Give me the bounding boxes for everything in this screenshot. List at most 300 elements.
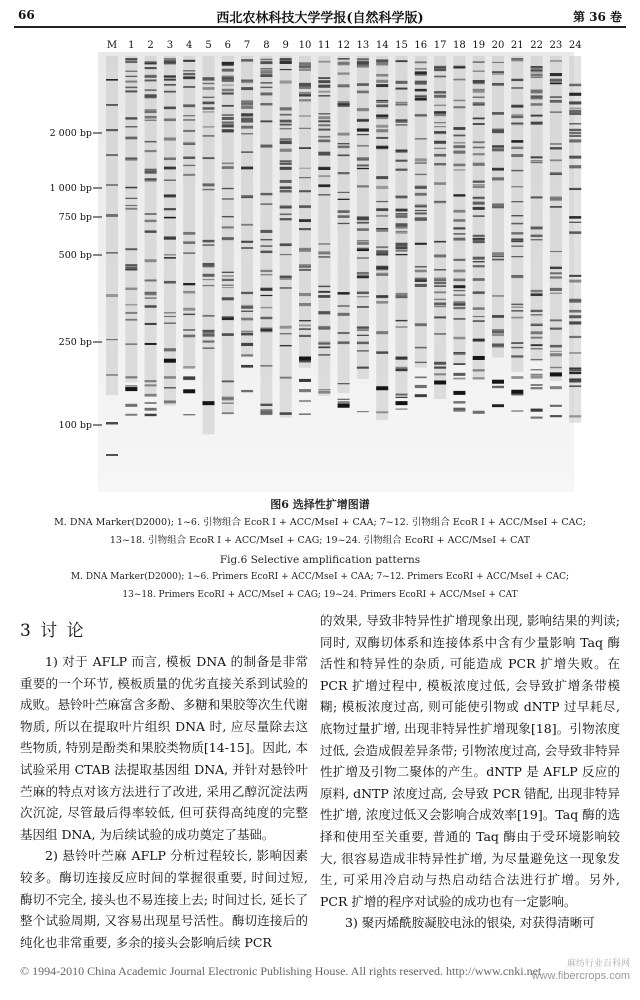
gel-band — [492, 334, 504, 337]
gel-band — [453, 79, 465, 81]
gel-band — [280, 120, 292, 123]
gel-band — [415, 266, 427, 267]
gel-band — [357, 296, 369, 297]
gel-band — [260, 193, 272, 195]
gel-band — [453, 409, 465, 411]
gel-band — [357, 119, 369, 120]
gel-band — [203, 279, 215, 280]
gel-band — [511, 170, 523, 172]
gel-band — [222, 122, 234, 124]
gel-band — [241, 151, 253, 152]
gel-band — [569, 102, 581, 104]
gel-band — [453, 352, 465, 353]
gel-band — [357, 145, 369, 147]
gel-band — [280, 243, 292, 246]
gel-band — [376, 146, 388, 148]
gel-band — [106, 374, 118, 376]
gel-band — [415, 98, 427, 101]
figure-caption-cn-line1: M. DNA Marker(D2000); 1~6. 引物组合 EcoR Ⅰ + ACC/MseⅠ + CAA; 7~12. 引物组合 EcoR Ⅰ + ACC/MseⅠ + CAC; — [54, 517, 586, 528]
gel-band — [434, 148, 446, 149]
gel-band — [299, 168, 311, 169]
gel-band — [569, 135, 581, 137]
gel-band — [260, 251, 272, 253]
gel-band — [376, 246, 388, 248]
gel-band — [511, 58, 523, 59]
gel-band — [396, 88, 408, 90]
gel-band — [550, 197, 562, 200]
gel-band — [241, 333, 253, 336]
gel-band — [569, 275, 581, 276]
gel-band-strong — [338, 404, 350, 408]
gel-band — [453, 164, 465, 167]
gel-band — [415, 68, 427, 69]
gel-band — [550, 96, 562, 98]
gel-band — [396, 119, 408, 120]
gel-band — [434, 316, 446, 318]
gel-band — [299, 62, 311, 65]
gel-band — [183, 70, 195, 71]
gel-band — [550, 174, 562, 175]
gel-band — [492, 256, 504, 258]
gel-band — [434, 282, 446, 285]
gel-band — [338, 399, 350, 400]
gel-band — [434, 111, 446, 113]
gel-band — [145, 408, 157, 411]
gel-band — [260, 239, 272, 240]
gel-band — [145, 384, 157, 386]
gel-band — [434, 141, 446, 144]
gel-band — [453, 135, 465, 137]
gel-band — [453, 100, 465, 101]
gel-band — [531, 290, 543, 293]
gel-band — [531, 74, 543, 76]
gel-band — [473, 257, 485, 260]
gel-band — [164, 180, 176, 181]
gel-band — [222, 85, 234, 86]
gel-band — [415, 385, 427, 388]
gel-band — [125, 61, 137, 63]
gel-band — [106, 154, 118, 156]
gel-band — [569, 165, 581, 168]
gel-band — [415, 89, 427, 92]
gel-band — [299, 328, 311, 330]
gel-band — [125, 264, 137, 266]
gel-band — [318, 175, 330, 177]
gel-band — [357, 329, 369, 331]
gel-band — [145, 77, 157, 78]
gel-band — [260, 317, 272, 319]
size-marker-label: 750 bp — [58, 212, 92, 223]
gel-band — [550, 101, 562, 103]
gel-band — [473, 320, 485, 321]
gel-band — [511, 304, 523, 306]
gel-band — [492, 203, 504, 205]
gel-band — [415, 61, 427, 63]
paragraph: 2) 悬铃叶苎麻 AFLP 分析过程较长, 影响因素较多。酶切连接反应时间的掌握很重要, 时间过短, 酶切不完全, 接头也不易连接上去; 时间过长, 延长了整个试验周期, 又容易出现星号活性。酶切连接后的纯化也非常重要, 多余的接头会影响后续 PCR — [20, 848, 308, 950]
gel-band — [164, 312, 176, 313]
gel-band — [396, 254, 408, 255]
gel-band — [183, 335, 195, 338]
gel-band — [550, 353, 562, 356]
gel-band — [569, 336, 581, 338]
gel-band — [492, 83, 504, 86]
gel-band — [145, 323, 157, 325]
gel-band — [569, 222, 581, 223]
gel-band — [396, 397, 408, 398]
gel-band — [106, 294, 118, 297]
gel-band — [511, 223, 523, 225]
gel-band — [203, 315, 215, 317]
gel-band — [569, 108, 581, 109]
gel-band — [280, 186, 292, 188]
gel-band — [203, 102, 215, 105]
gel-band — [299, 266, 311, 268]
gel-band — [280, 163, 292, 165]
gel-band — [299, 379, 311, 382]
gel-band — [125, 90, 137, 92]
gel-band — [531, 226, 543, 228]
gel-band — [569, 188, 581, 190]
gel-band — [531, 103, 543, 105]
gel-band — [415, 193, 427, 196]
gel-band — [357, 326, 369, 328]
gel-band — [145, 220, 157, 222]
gel-band — [280, 207, 292, 208]
gel-band — [376, 250, 388, 253]
gel-band — [318, 61, 330, 63]
gel-band — [164, 217, 176, 219]
gel-band — [376, 176, 388, 179]
gel-band — [318, 85, 330, 88]
gel-band — [280, 377, 292, 379]
lane-label: 13 — [356, 40, 370, 51]
lane-label: 7 — [243, 40, 251, 51]
lane-smear — [511, 56, 523, 372]
gel-band — [531, 156, 543, 158]
gel-band — [183, 232, 195, 235]
lane-label: 16 — [414, 40, 428, 51]
gel-band — [492, 346, 504, 347]
gel-band — [396, 209, 408, 211]
gel-band — [241, 354, 253, 356]
gel-band — [453, 303, 465, 305]
lane-label: 20 — [491, 40, 505, 51]
gel-band — [260, 203, 272, 204]
gel-band — [145, 109, 157, 110]
gel-band — [473, 123, 485, 125]
gel-band — [280, 278, 292, 280]
gel-band — [203, 334, 215, 337]
gel-band — [338, 146, 350, 149]
gel-band — [183, 283, 195, 284]
gel-band — [222, 275, 234, 276]
gel-band — [511, 347, 523, 348]
lane-label: 3 — [166, 40, 174, 51]
gel-band — [203, 183, 215, 186]
gel-band — [453, 145, 465, 148]
gel-band — [376, 74, 388, 77]
gel-band — [473, 89, 485, 92]
gel-band — [473, 153, 485, 155]
gel-band — [280, 167, 292, 170]
gel-band — [203, 135, 215, 136]
gel-band — [318, 295, 330, 297]
lane-smear — [183, 56, 195, 367]
gel-band — [338, 293, 350, 294]
gel-band — [492, 329, 504, 331]
gel-band — [145, 402, 157, 404]
gel-band — [145, 230, 157, 232]
gel-band — [299, 335, 311, 337]
lane-smear — [125, 56, 137, 382]
size-marker-label: 1 000 bp — [49, 183, 92, 194]
gel-band — [260, 72, 272, 73]
gel-band — [473, 147, 485, 149]
gel-band — [357, 91, 369, 94]
gel-band — [473, 278, 485, 281]
gel-band — [125, 87, 137, 89]
gel-band — [125, 248, 137, 250]
gel-band — [318, 291, 330, 293]
gel-band-strong — [453, 391, 465, 395]
gel-band — [338, 172, 350, 174]
gel-image — [30, 34, 610, 496]
gel-band-strong — [376, 386, 388, 390]
gel-band — [569, 369, 581, 371]
gel-band — [569, 315, 581, 318]
gel-band — [280, 107, 292, 110]
gel-band — [415, 362, 427, 363]
gel-band — [222, 297, 234, 300]
gel-band — [280, 190, 292, 193]
gel-band — [357, 120, 369, 122]
gel-band — [338, 305, 350, 307]
gel-band — [241, 87, 253, 90]
gel-band — [299, 400, 311, 402]
gel-band — [357, 242, 369, 245]
gel-band — [396, 243, 408, 246]
gel-band — [164, 157, 176, 160]
gel-band — [164, 387, 176, 389]
gel-band — [434, 299, 446, 300]
gel-band — [434, 76, 446, 78]
page-footer — [0, 952, 640, 1000]
gel-band — [338, 223, 350, 224]
gel-band — [299, 303, 311, 306]
gel-band — [145, 116, 157, 119]
gel-band — [222, 272, 234, 273]
gel-band — [434, 362, 446, 365]
gel-band — [183, 60, 195, 61]
gel-band — [260, 365, 272, 366]
gel-band — [183, 77, 195, 79]
gel-band — [125, 187, 137, 189]
gel-band — [531, 67, 543, 68]
lane-label: 19 — [472, 40, 486, 51]
gel-band-strong — [511, 390, 523, 394]
gel-band — [164, 322, 176, 324]
gel-band — [125, 404, 137, 407]
gel-band — [280, 114, 292, 116]
gel-band — [241, 292, 253, 294]
gel-band — [357, 134, 369, 135]
gel-band — [164, 84, 176, 86]
gel-band — [396, 124, 408, 125]
gel-band — [473, 197, 485, 199]
gel-band — [222, 79, 234, 82]
gel-band — [376, 114, 388, 116]
gel-band — [511, 307, 523, 308]
gel-band-strong — [125, 387, 137, 391]
gel-band — [357, 218, 369, 221]
gel-band — [318, 124, 330, 126]
gel-band — [434, 154, 446, 157]
gel-band — [222, 198, 234, 200]
gel-band — [376, 229, 388, 231]
gel-band — [453, 373, 465, 376]
gel-band — [376, 186, 388, 189]
gel-band — [203, 126, 215, 127]
gel-band — [183, 314, 195, 315]
gel-band — [492, 168, 504, 170]
gel-band — [473, 184, 485, 186]
gel-band — [550, 345, 562, 348]
gel-band — [183, 291, 195, 294]
gel-band — [338, 133, 350, 136]
gel-band — [260, 92, 272, 95]
gel-band — [531, 409, 543, 412]
gel-band — [511, 140, 523, 143]
gel-band — [511, 317, 523, 319]
gel-band — [550, 148, 562, 149]
size-marker-label: 500 bp — [58, 250, 92, 261]
gel-band — [357, 342, 369, 345]
gel-band — [511, 201, 523, 202]
size-marker-label: 250 bp — [58, 337, 92, 348]
gel-band — [531, 417, 543, 419]
gel-band — [338, 341, 350, 344]
size-marker-label: 2 000 bp — [49, 128, 92, 139]
gel-band — [183, 174, 195, 176]
gel-band — [125, 319, 137, 321]
gel-band — [531, 375, 543, 378]
gel-band — [299, 147, 311, 149]
gel-band — [125, 126, 137, 127]
figure-caption-en-title: Fig.6 Selective amplification patterns — [219, 554, 421, 566]
gel-band — [222, 285, 234, 286]
gel-band — [260, 230, 272, 233]
gel-band — [473, 411, 485, 414]
gel-band — [164, 76, 176, 78]
gel-band — [299, 264, 311, 266]
left-column — [20, 651, 308, 953]
gel-band — [415, 96, 427, 97]
lane-label: 24 — [568, 40, 582, 51]
gel-band — [473, 235, 485, 237]
gel-band — [415, 210, 427, 211]
gel-band — [357, 164, 369, 165]
gel-band — [164, 107, 176, 110]
gel-band — [241, 318, 253, 321]
gel-band — [569, 84, 581, 86]
gel-band — [280, 254, 292, 255]
gel-band — [164, 167, 176, 170]
gel-band — [492, 252, 504, 255]
gel-band — [318, 194, 330, 195]
gel-band — [550, 351, 562, 352]
gel-band — [183, 329, 195, 331]
gel-band — [550, 60, 562, 61]
gel-band — [376, 296, 388, 298]
gel-band — [280, 124, 292, 126]
gel-band — [396, 81, 408, 84]
gel-band — [415, 162, 427, 164]
gel-band — [145, 306, 157, 308]
gel-band — [569, 280, 581, 283]
gel-band — [357, 228, 369, 231]
gel-band — [203, 330, 215, 332]
gel-band — [318, 346, 330, 347]
gel-band — [318, 77, 330, 79]
lane-smear — [376, 56, 388, 420]
gel-band — [473, 163, 485, 166]
gel-band — [338, 215, 350, 218]
gel-band — [550, 320, 562, 321]
gel-band — [453, 106, 465, 108]
gel-band — [222, 69, 234, 72]
gel-band — [145, 141, 157, 143]
gel-band — [145, 343, 157, 345]
lane-label: 5 — [205, 40, 212, 51]
gel-band — [550, 272, 562, 274]
gel-band — [164, 281, 176, 284]
lane-label: 1 — [128, 40, 135, 51]
gel-band — [338, 62, 350, 64]
gel-band — [260, 270, 272, 272]
gel-band — [260, 274, 272, 275]
gel-band — [550, 79, 562, 82]
gel-band — [492, 149, 504, 150]
gel-band — [106, 422, 118, 424]
gel-band — [280, 69, 292, 70]
gel-band-strong — [434, 380, 446, 384]
gel-band — [531, 90, 543, 91]
gel-band — [434, 69, 446, 72]
gel-band — [241, 390, 253, 392]
gel-band — [376, 100, 388, 101]
gel-band — [164, 254, 176, 255]
gel-band — [260, 120, 272, 122]
gel-band — [318, 116, 330, 119]
gel-band — [376, 80, 388, 83]
gel-band — [222, 129, 234, 132]
gel-band — [453, 227, 465, 229]
gel-band — [473, 118, 485, 120]
gel-band — [318, 354, 330, 356]
gel-band — [376, 253, 388, 255]
gel-band — [415, 284, 427, 287]
gel-band — [511, 215, 523, 216]
gel-band — [531, 76, 543, 77]
gel-band — [222, 413, 234, 414]
gel-band — [453, 238, 465, 241]
gel-band — [280, 326, 292, 329]
gel-band — [531, 293, 543, 296]
gel-band — [531, 160, 543, 161]
gel-band — [434, 366, 446, 368]
gel-band — [550, 143, 562, 144]
gel-band — [318, 80, 330, 83]
